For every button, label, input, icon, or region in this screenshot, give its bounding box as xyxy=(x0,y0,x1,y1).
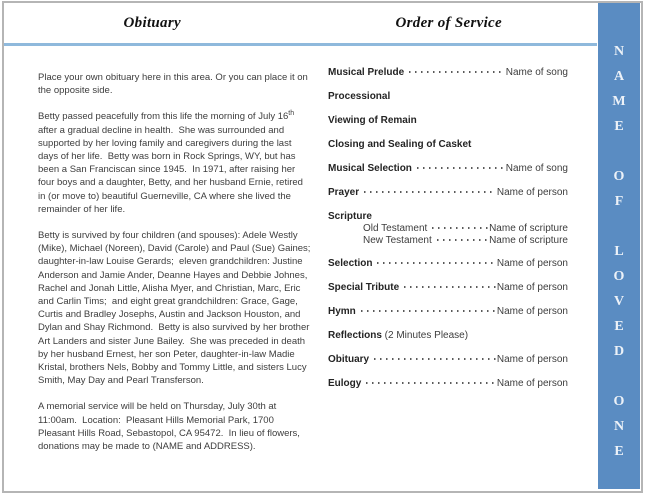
service-item-value: Name of person xyxy=(496,378,568,389)
service-item-label: Prayer xyxy=(328,187,360,198)
banner-letter: N xyxy=(613,43,625,59)
service-item xyxy=(328,114,568,127)
service-item-value: Name of person xyxy=(496,306,568,317)
service-item xyxy=(328,305,568,318)
order-of-service-header-area xyxy=(301,3,598,43)
banner-letter: O xyxy=(613,268,625,284)
banner-letter: F xyxy=(614,193,624,209)
ordinal-superscript: th xyxy=(288,110,295,118)
service-item xyxy=(328,186,568,199)
obituary-column xyxy=(38,71,316,466)
service-item-label: Processional xyxy=(328,91,391,102)
banner-letter: N xyxy=(613,418,625,434)
banner-letter: M xyxy=(612,93,626,109)
service-item-label: Reflections xyxy=(328,330,382,341)
service-item xyxy=(328,353,568,366)
service-subitem xyxy=(328,223,568,235)
service-item-label: Closing and Sealing of Casket xyxy=(328,139,472,150)
service-item xyxy=(328,66,568,79)
service-item xyxy=(328,257,568,270)
service-item xyxy=(328,90,568,103)
banner-letter: A xyxy=(613,68,625,84)
service-item-label: Scripture xyxy=(328,211,372,222)
banner-letter: D xyxy=(613,343,625,359)
banner-letter: L xyxy=(614,243,624,259)
order-of-service-list xyxy=(328,66,568,401)
service-subitem-label: New Testament xyxy=(363,234,432,246)
service-item-value: Name of person xyxy=(496,354,568,365)
service-subitem xyxy=(328,235,568,247)
service-item-label: Eulogy xyxy=(328,378,362,389)
service-item-label: Selection xyxy=(328,258,373,269)
obituary-paragraph xyxy=(38,110,312,216)
banner-letter: E xyxy=(614,443,624,459)
order-of-service-title: Order of Service xyxy=(395,14,502,31)
service-item xyxy=(328,329,568,342)
header-divider-rule xyxy=(4,43,597,46)
service-item-note: (2 Minutes Please) xyxy=(381,330,469,341)
service-subitem-value: Name of scripture xyxy=(489,234,568,246)
obituary-text: after a gradual decline in health. She was surrounded and supported by her loving family and caregivers during the last days of her life. Betty was born in Rock Springs, WY, but has been a San Franciscan since 1945. In 1971, after raising her four boys and a daughter, Betty, and her husband Ernie, retired in (or move to) beautiful Guerneville, CA where she lived the remainder of her life. xyxy=(38,111,306,215)
service-item-label: Special Tribute xyxy=(328,282,400,293)
service-item xyxy=(328,162,568,175)
banner-letter: E xyxy=(614,318,624,334)
obituary-text: Betty passed peacefully from this life the morning of July 16 xyxy=(38,111,289,123)
service-item-value: Name of person xyxy=(496,258,568,269)
service-item-label: Obituary xyxy=(328,354,370,365)
service-item-label: Hymn xyxy=(328,306,356,317)
service-item-value: Name of person xyxy=(496,187,568,198)
program-page xyxy=(2,1,643,493)
banner-letter: E xyxy=(614,118,624,134)
obituary-title: Obituary xyxy=(123,14,181,31)
service-item xyxy=(328,210,568,246)
obituary-header-area xyxy=(4,3,301,43)
service-subitem-value: Name of scripture xyxy=(489,223,568,234)
vertical-banner xyxy=(598,3,640,489)
service-item xyxy=(328,281,568,294)
service-item-value: Name of person xyxy=(496,282,568,293)
page-header xyxy=(4,3,597,43)
service-item-value: Name of song xyxy=(505,163,568,174)
banner-letter: V xyxy=(613,293,625,309)
service-item-label: Musical Prelude xyxy=(328,67,405,78)
service-item-label: Musical Selection xyxy=(328,163,412,174)
obituary-paragraph: Betty is survived by four children (and spouses): Adele Westly (Mike), Michael (Noreen), David (Carole) and Paul (Sue) Gaines; daughter-in-law Louise Gerards; eleven grandchildren: Justine Anderson and Jamie Ander, Deanne Hayes and Debbie Johnes, Rachel and Jonah Little, Alisha Myer, and Christian, Marc, Eric and Carlin Tims; and eight great grandchildren: Grace, Gage, Curtis and Bradley Josephs, Austin and Jackson Houston, and Dylan and Shay Richmond. Betty is also survived by her brother Art Landers and sister June Bailey. She was preceded in death by her husband Ernest, her son Peter, daughter-in-law Madie Kristal, brothers Nels, Bobby and Tommy Little, and sisters Lucy Smith, May Day and Pearl Transferson. xyxy=(38,230,316,387)
banner-letter: O xyxy=(613,393,625,409)
service-subitem-label: Old Testament xyxy=(363,223,428,234)
banner-letter: O xyxy=(613,168,625,184)
service-item-value: Name of song xyxy=(505,67,568,78)
service-item-label: Viewing of Remain xyxy=(328,115,417,126)
obituary-placeholder-paragraph: Place your own obituary here in this area. Or you can place it on the opposite side. xyxy=(38,72,311,97)
obituary-paragraph: A memorial service will be held on Thursday, July 30th at 11:00am. Location: Pleasant Hills Memorial Park, 1700 Pleasant Hills Road, Sebastopol, CA 95472. In lieu of flowers, donations may be made to (NAME and ADDRESS). xyxy=(38,401,303,453)
service-item xyxy=(328,377,568,390)
service-item xyxy=(328,138,568,151)
